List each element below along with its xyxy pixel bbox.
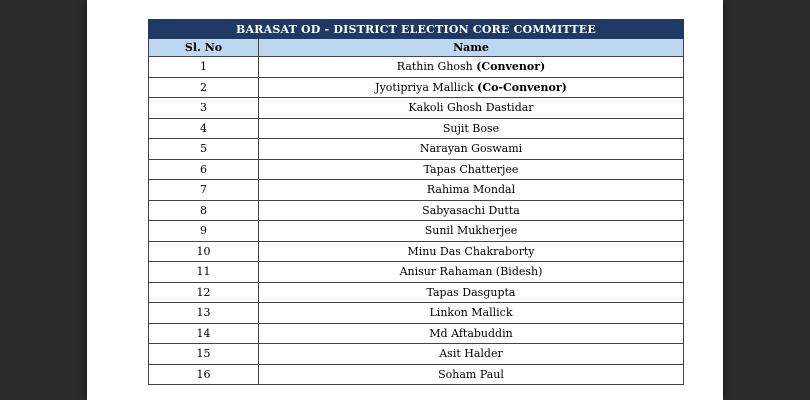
document-page xyxy=(87,0,723,400)
table-row xyxy=(149,180,684,201)
sl-no-cell: 6 xyxy=(149,159,259,180)
name-cell xyxy=(259,180,684,201)
table-row xyxy=(149,241,684,262)
sl-no-cell: 12 xyxy=(149,282,259,303)
name-cell xyxy=(259,118,684,139)
member-name: Anisur Rahaman (Bidesh) xyxy=(399,265,543,279)
name-cell xyxy=(259,57,684,78)
column-header-name: Name xyxy=(259,39,684,57)
name-cell xyxy=(259,303,684,324)
table-row xyxy=(149,262,684,283)
table-body xyxy=(149,57,684,385)
sl-no-cell: 8 xyxy=(149,200,259,221)
sl-no-cell: 3 xyxy=(149,98,259,119)
name-cell xyxy=(259,77,684,98)
name-cell xyxy=(259,323,684,344)
member-name: Sujit Bose xyxy=(442,121,500,135)
table-row xyxy=(149,221,684,242)
member-name: Narayan Goswami xyxy=(419,142,523,156)
table-row xyxy=(149,364,684,385)
sl-no-cell: 13 xyxy=(149,303,259,324)
sl-no-cell: 10 xyxy=(149,241,259,262)
sl-no-cell: 4 xyxy=(149,118,259,139)
table-row xyxy=(149,200,684,221)
sl-no-cell: 1 xyxy=(149,57,259,78)
table-row xyxy=(149,118,684,139)
member-name: Tapas Dasgupta xyxy=(426,285,516,299)
name-cell xyxy=(259,241,684,262)
member-role: (Co-Convenor) xyxy=(477,80,567,94)
name-cell xyxy=(259,98,684,119)
table-row xyxy=(149,98,684,119)
committee-table xyxy=(148,19,684,385)
sl-no-cell: 16 xyxy=(149,364,259,385)
member-name: Md Aftabuddin xyxy=(429,326,513,340)
name-cell xyxy=(259,344,684,365)
table-title: BARASAT OD - DISTRICT ELECTION CORE COMMITTEE xyxy=(149,20,684,39)
sl-no-cell: 14 xyxy=(149,323,259,344)
sl-no-cell: 7 xyxy=(149,180,259,201)
name-cell xyxy=(259,282,684,303)
name-cell xyxy=(259,364,684,385)
column-header-row xyxy=(149,39,684,57)
table-row xyxy=(149,57,684,78)
name-cell xyxy=(259,139,684,160)
table-row xyxy=(149,323,684,344)
sl-no-cell: 5 xyxy=(149,139,259,160)
table-row xyxy=(149,344,684,365)
member-name: Jyotipriya Mallick xyxy=(375,80,474,94)
member-name: Rathin Ghosh xyxy=(396,60,473,74)
table-row xyxy=(149,282,684,303)
member-name: Minu Das Chakraborty xyxy=(407,244,535,258)
sl-no-cell: 9 xyxy=(149,221,259,242)
table-row xyxy=(149,303,684,324)
member-name: Rahima Mondal xyxy=(426,183,516,197)
table-row xyxy=(149,159,684,180)
name-cell xyxy=(259,200,684,221)
name-cell xyxy=(259,221,684,242)
table-title-row xyxy=(149,20,684,39)
name-cell xyxy=(259,262,684,283)
member-name: Sabyasachi Dutta xyxy=(422,203,520,217)
sl-no-cell: 2 xyxy=(149,77,259,98)
table-row xyxy=(149,139,684,160)
member-name: Linkon Mallick xyxy=(429,306,513,320)
member-name: Sunil Mukherjee xyxy=(424,224,518,238)
sl-no-cell: 11 xyxy=(149,262,259,283)
name-cell xyxy=(259,159,684,180)
table-row xyxy=(149,77,684,98)
member-name: Kakoli Ghosh Dastidar xyxy=(408,101,534,115)
member-name: Soham Paul xyxy=(438,367,504,381)
sl-no-cell: 15 xyxy=(149,344,259,365)
column-header-sl-no: Sl. No xyxy=(149,39,259,57)
member-name: Asit Halder xyxy=(439,347,503,361)
member-role: (Convenor) xyxy=(476,60,546,74)
member-name: Tapas Chatterjee xyxy=(423,162,519,176)
